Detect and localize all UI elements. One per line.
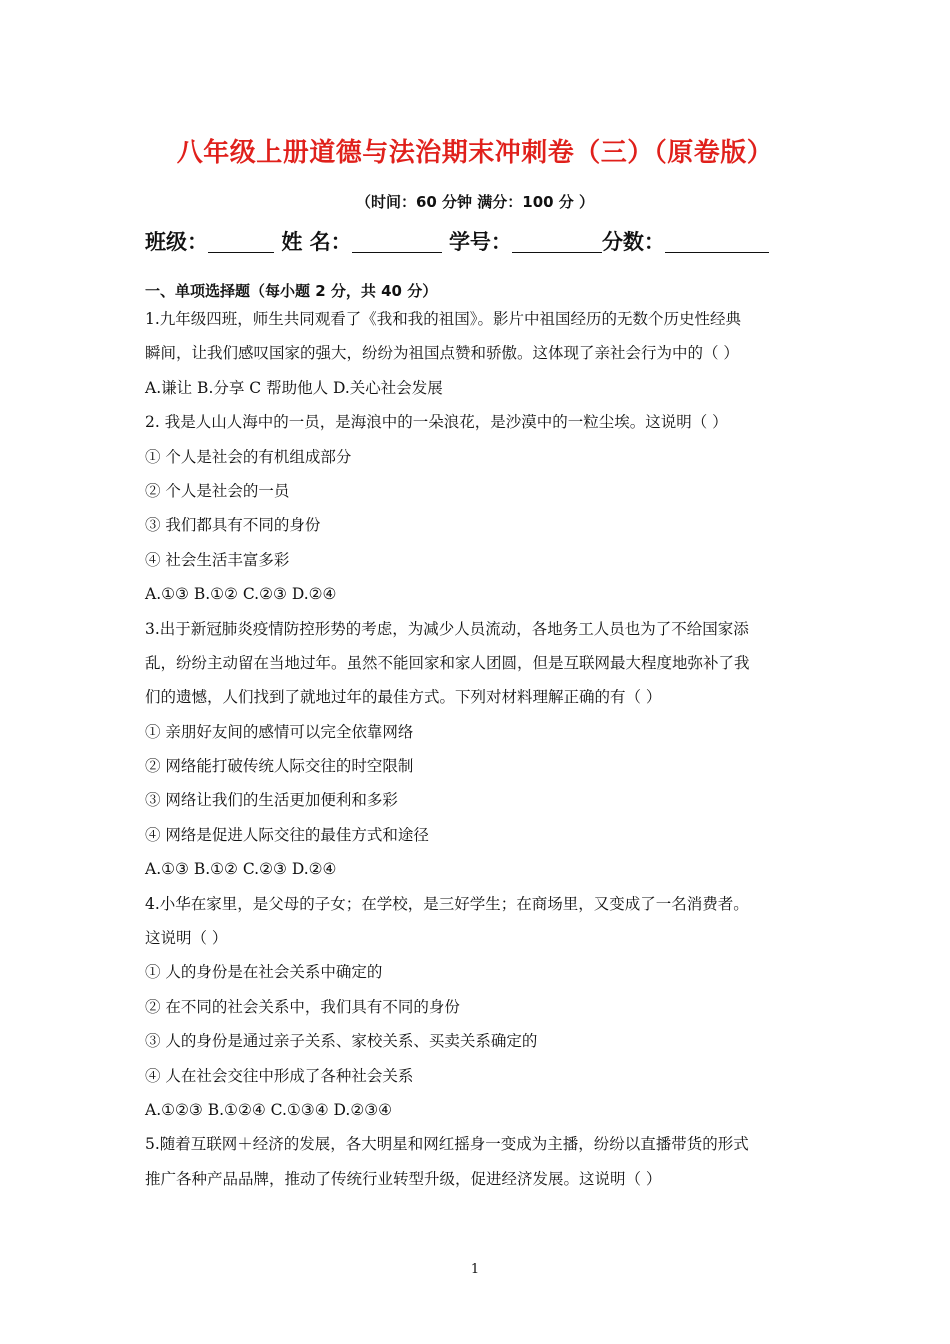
- text-line: 3.出于新冠肺炎疫情防控形势的考虑，为减少人员流动，各地务工人员也为了不给国家添: [145, 619, 749, 638]
- text-line: ① 人的身份是在社会关系中确定的: [145, 963, 383, 982]
- text-line: 1.九年级四班，师生共同观看了《我和我的祖国》。影片中祖国经历的无数个历史性经典: [145, 310, 742, 328]
- name-label: 姓 名：: [281, 230, 352, 254]
- text-line: ② 个人是社会的一员: [145, 481, 290, 500]
- text-line: ④ 网络是促进人际交往的最佳方式和途径: [145, 825, 429, 844]
- text-line: 们的遗憾，人们找到了就地过年的最佳方式。下列对材料理解正确的有（ ）: [145, 688, 662, 707]
- text-line: 2. 我是人山人海中的一员，是海浪中的一朵浪花，是沙漠中的一粒尘埃。这说明（ ）: [145, 413, 728, 432]
- text-line: ③ 网络让我们的生活更加便利和多彩: [145, 791, 398, 810]
- class-label: 班级：: [145, 230, 208, 254]
- name-blank: [352, 230, 442, 253]
- text-line: 瞬间，让我们感叹国家的强大，纷纷为祖国点赞和骄傲。这体现了亲社会行为中的（ ）: [145, 344, 739, 363]
- text-line: ② 在不同的社会关系中，我们具有不同的身份: [145, 997, 460, 1016]
- page-title: 八年级上册道德与法治期末冲刺卷（三）（原卷版）: [176, 138, 774, 168]
- student-info-row: [145, 226, 769, 256]
- text-line: A.谦让 B.分享 C 帮助他人 D.关心社会发展: [145, 378, 443, 397]
- text-line: A.①②③ B.①②④ C.①③④ D.②③④: [145, 1100, 393, 1119]
- section-heading: 一、单项选择题（每小题 2 分，共 40 分）: [145, 282, 438, 300]
- text-line: 推广各种产品品牌，推动了传统行业转型升级，促进经济发展。这说明（ ）: [145, 1169, 662, 1188]
- text-line: 这说明（ ）: [145, 929, 228, 948]
- score-blank: [665, 230, 769, 253]
- text-line: A.①③ B.①② C.②③ D.②④: [145, 860, 337, 879]
- text-line: A.①③ B.①② C.②③ D.②④: [145, 585, 337, 604]
- score-label: 分数：: [601, 230, 665, 254]
- text-line: 5.随着互联网＋经济的发展，各大明星和网红摇身一变成为主播，纷纷以直播带货的形式: [145, 1135, 749, 1154]
- id-blank: [512, 230, 602, 253]
- question-body: [145, 302, 810, 1196]
- text-line: ① 亲朋好友间的感情可以完全依靠网络: [145, 722, 414, 741]
- text-line: 4.小华在家里，是父母的子女；在学校，是三好学生；在商场里，又变成了一名消费者。: [145, 894, 749, 913]
- text-line: ③ 人的身份是通过亲子关系、家校关系、买卖关系确定的: [145, 1032, 538, 1051]
- text-line: ④ 人在社会交往中形成了各种社会关系: [145, 1066, 414, 1085]
- text-line: 乱，纷纷主动留在当地过年。虽然不能回家和家人团圆，但是互联网最大程度地弥补了我: [145, 653, 750, 672]
- exam-time-score: （时间：60 分钟 满分：100 分 ）: [355, 193, 595, 211]
- id-label: 学号：: [448, 230, 512, 254]
- page-number: 1: [470, 1262, 480, 1277]
- text-line: ④ 社会生活丰富多彩: [145, 550, 290, 569]
- text-line: ① 个人是社会的有机组成部分: [145, 447, 352, 466]
- class-blank: [208, 230, 274, 253]
- text-line: ② 网络能打破传统人际交往的时空限制: [145, 757, 414, 776]
- text-line: ③ 我们都具有不同的身份: [145, 516, 321, 535]
